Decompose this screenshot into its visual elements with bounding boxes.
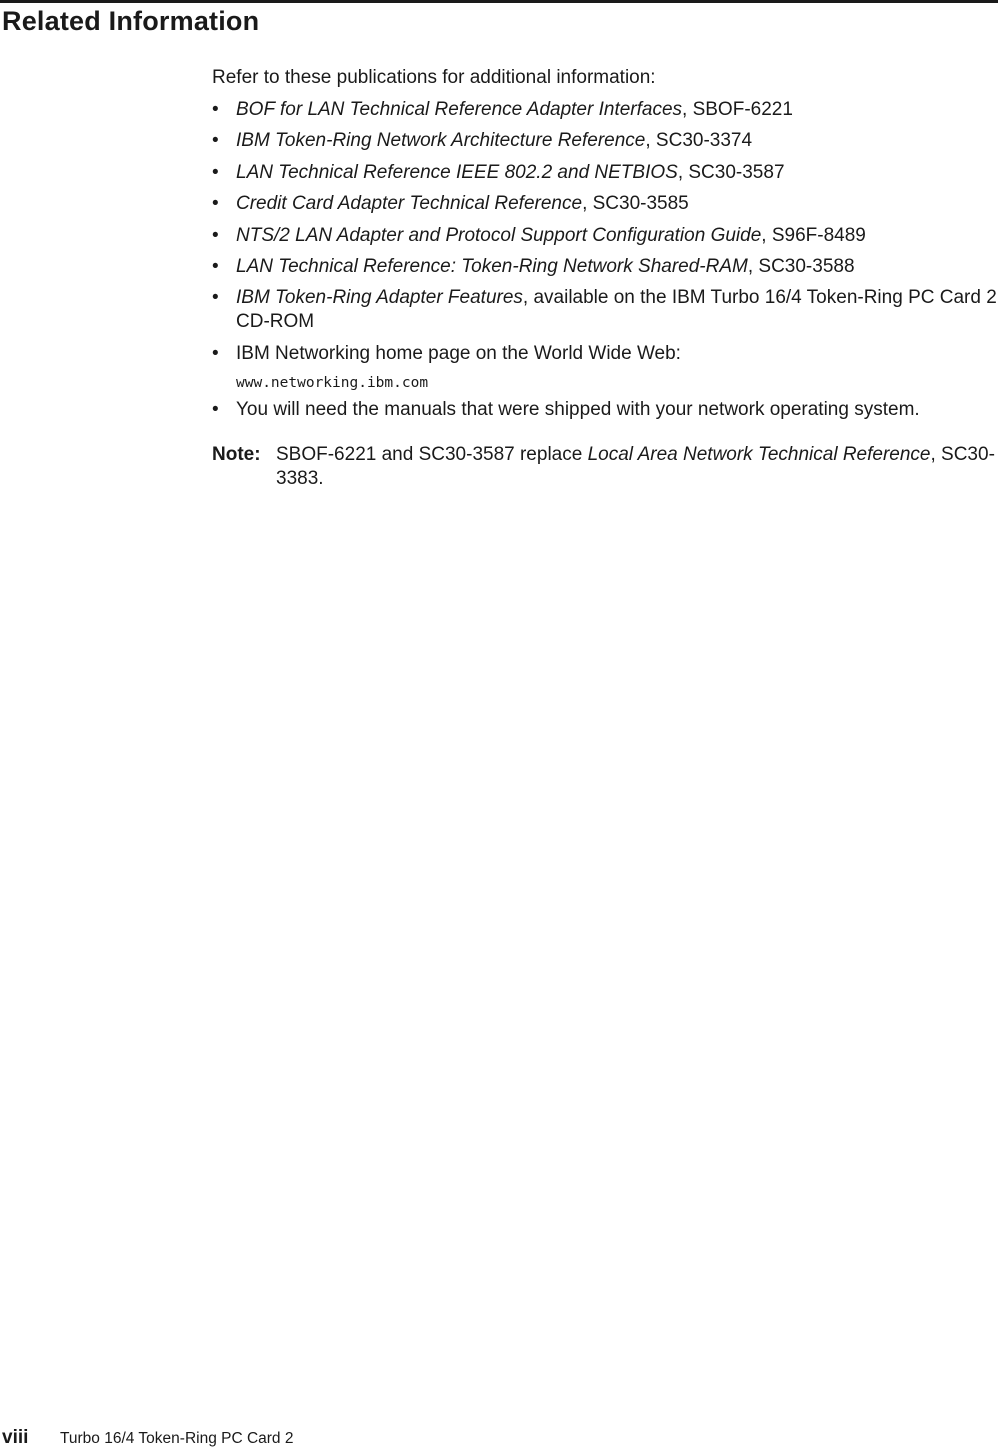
note-text-end: , SC30-3383. xyxy=(276,443,995,489)
list-item xyxy=(212,161,998,185)
note-label: Note: xyxy=(212,443,261,465)
publication-title: Credit Card Adapter Technical Reference xyxy=(236,193,583,215)
list-item-web xyxy=(212,342,998,392)
list-item xyxy=(212,98,998,122)
bullet-icon: • xyxy=(212,342,219,364)
publication-number: , SC30-3587 xyxy=(677,161,785,183)
list-item xyxy=(212,224,998,248)
list-item-manuals xyxy=(212,398,998,422)
publication-title: IBM Token-Ring Network Architecture Reference xyxy=(236,130,646,152)
publication-number: , SBOF-6221 xyxy=(682,99,793,120)
note-block xyxy=(212,443,998,491)
publication-number: , SC30-3374 xyxy=(645,130,753,152)
publication-number: , SC30-3588 xyxy=(747,255,855,277)
web-text: IBM Networking home page on the World Wide Web: xyxy=(236,342,681,364)
page-footer xyxy=(2,1426,293,1448)
bullet-icon: • xyxy=(212,398,219,420)
bullet-icon: • xyxy=(212,99,219,120)
publication-availability: , available on the IBM Turbo 16/4 Token-Ring PC Card 2 CD-ROM xyxy=(236,287,997,333)
bullet-icon: • xyxy=(212,130,219,152)
web-url-link[interactable]: www.networking.ibm.com xyxy=(236,374,429,391)
publication-title: LAN Technical Reference: Token-Ring Network Shared-RAM xyxy=(236,255,748,277)
bullet-icon: • xyxy=(212,255,219,277)
publication-title: LAN Technical Reference IEEE 802.2 and NETBIOS xyxy=(236,161,678,183)
page-number: viii xyxy=(2,1427,29,1448)
publication-title: NTS/2 LAN Adapter and Protocol Support Configuration Guide xyxy=(236,224,762,246)
publication-number: , SC30-3585 xyxy=(582,193,689,215)
publication-title: IBM Token-Ring Adapter Features xyxy=(236,287,523,309)
bullet-icon: • xyxy=(212,287,219,309)
note-italic-title: Local Area Network Technical Reference xyxy=(587,443,931,465)
top-rule xyxy=(0,0,998,3)
bullet-icon: • xyxy=(212,224,219,246)
manuals-text: You will need the manuals that were shipped with your network operating system. xyxy=(236,398,920,420)
page-title: Related Information xyxy=(2,6,260,36)
list-item xyxy=(212,129,998,153)
bullet-icon: • xyxy=(212,161,219,183)
intro-text: Refer to these publications for additional information: xyxy=(212,67,656,88)
list-item xyxy=(212,255,998,279)
list-item xyxy=(212,192,998,216)
list-item xyxy=(212,286,998,334)
bullet-icon: • xyxy=(212,193,219,215)
main-content xyxy=(212,66,998,491)
footer-doc-title: Turbo 16/4 Token-Ring PC Card 2 xyxy=(60,1430,294,1447)
publication-title: BOF for LAN Technical Reference Adapter Interfaces xyxy=(236,99,683,120)
publication-list xyxy=(212,98,998,422)
note-text: SBOF-6221 and SC30-3587 replace xyxy=(276,443,588,465)
publication-number: , S96F-8489 xyxy=(761,224,866,246)
